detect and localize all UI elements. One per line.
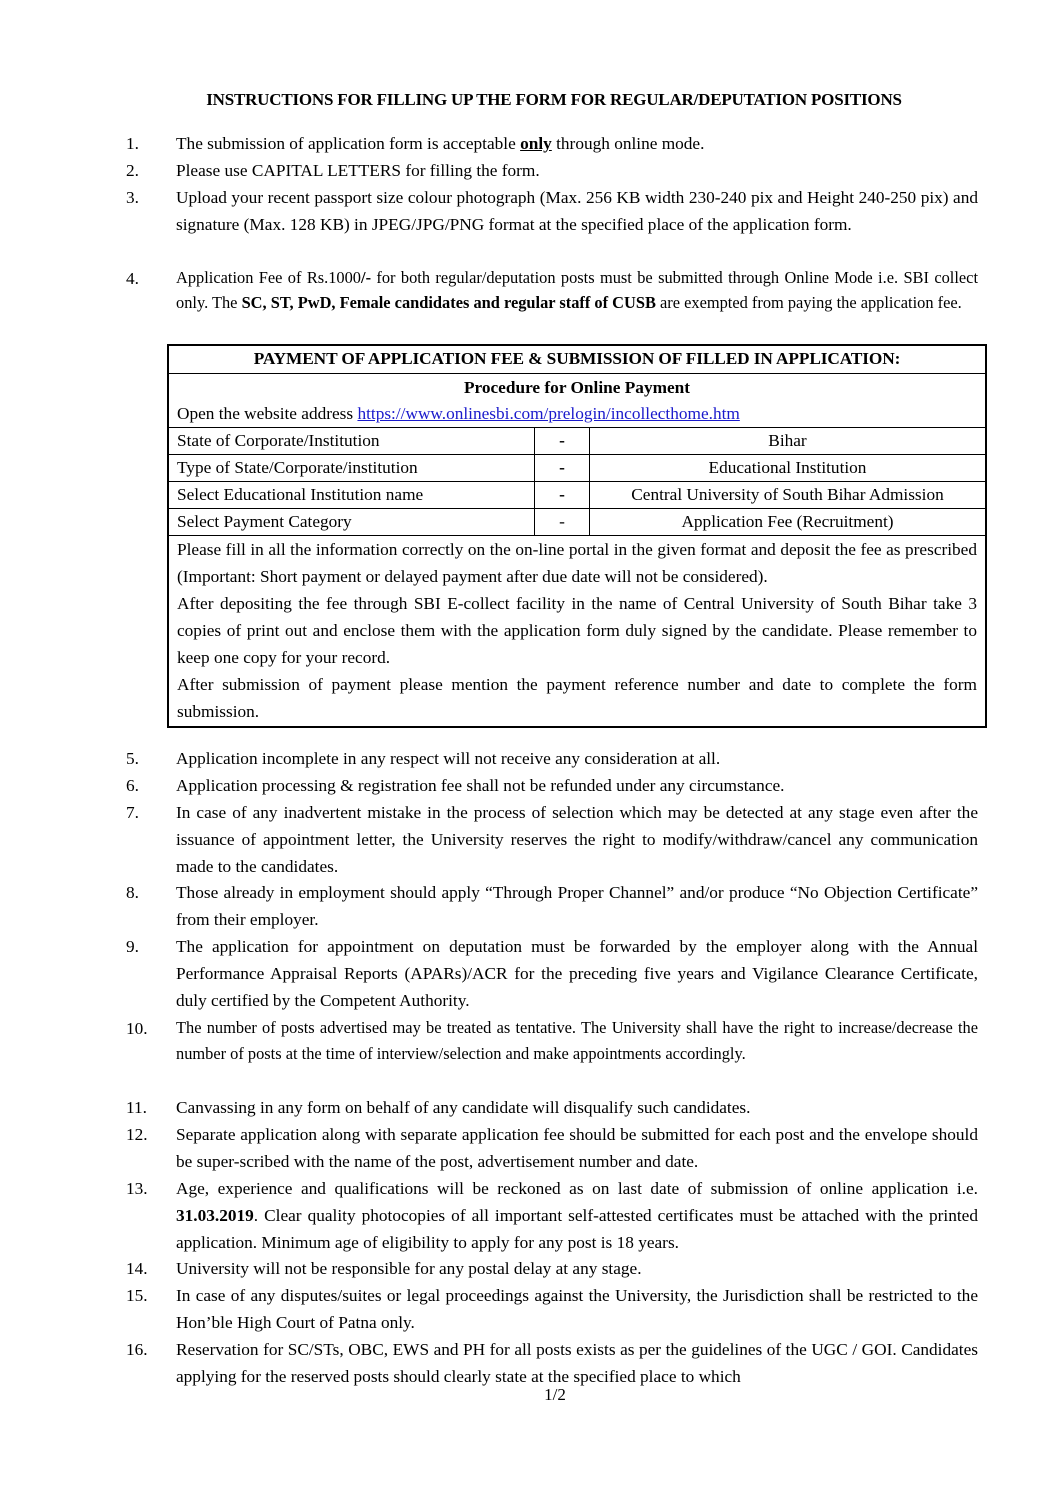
instruction-item-7 <box>126 799 978 880</box>
instruction-item-4 <box>126 265 978 315</box>
item-text: Application Fee of Rs.1000/- for both regular/deputation posts must be submitted through Online Mode i.e. SBI collect only. The SC, ST, PwD, Female candidates and regular staff of CUSB are exempted from paying the application fee. <box>176 268 978 312</box>
payment-heading: PAYMENT OF APPLICATION FEE & SUBMISSION OF FILLED IN APPLICATION: <box>169 346 985 374</box>
item-number: 8. <box>126 883 139 902</box>
instruction-item-11 <box>126 1094 978 1121</box>
item-text: Canvassing in any form on behalf of any candidate will disqualify such candidates. <box>176 1098 751 1117</box>
instruction-item-12 <box>126 1121 978 1175</box>
row-separator: - <box>535 455 590 482</box>
row-value: Educational Institution <box>590 455 986 482</box>
item-text: The application for appointment on deputation must be forwarded by the employer along with the Annual Performance Appraisal Reports (APARs)/ACR for the preceding five years and Vigilance Clearance Certificate, duly certified by the Competent Authority. <box>176 937 978 1010</box>
item-number: 15. <box>126 1286 148 1305</box>
item-number: 9. <box>126 937 139 956</box>
payment-instructions-3: After submission of payment please mention the payment reference number and date to complete the form submission. <box>177 675 977 721</box>
sbi-collect-link[interactable]: https://www.onlinesbi.com/prelogin/incollecthome.htm <box>357 404 740 423</box>
item-text: Age, experience and qualifications will be reckoned as on last date of submission of online application i.e. 31.03.2019. Clear quality photocopies of all important self-attested certificates must be attached with the printed application. Minimum age of eligibility to apply for any post is 18 years. <box>176 1179 978 1252</box>
payment-procedure-box <box>167 344 987 728</box>
item-text: In case of any inadvertent mistake in the process of selection which may be detected at any stage even after the issuance of appointment letter, the University reserves the right to modify/withdraw/cancel any communication made to the candidates. <box>176 803 978 876</box>
payment-instructions-2: After depositing the fee through SBI E-collect facility in the name of Central University of South Bihar take 3 copies of print out and enclose them with the application form duly signed by the candidate. Please remember to keep one copy for your record. <box>177 594 977 667</box>
instruction-item-1 <box>126 130 978 157</box>
document-title: INSTRUCTIONS FOR FILLING UP THE FORM FOR REGULAR/DEPUTATION POSITIONS <box>206 90 902 109</box>
row-value: Application Fee (Recruitment) <box>590 509 986 536</box>
instruction-item-3 <box>126 184 978 238</box>
item-number: 16. <box>126 1340 148 1359</box>
row-label: State of Corporate/Institution <box>169 428 535 455</box>
table-row <box>169 428 985 455</box>
payment-details-table <box>169 428 985 536</box>
item-number: 12. <box>126 1125 148 1144</box>
item-number: 2. <box>126 161 139 180</box>
row-separator: - <box>535 428 590 455</box>
item-text: In case of any disputes/suites or legal proceedings against the University, the Jurisdiction shall be restricted to the Hon’ble High Court of Patna only. <box>176 1286 978 1332</box>
item-text: Upload your recent passport size colour photograph (Max. 256 KB width 230-240 pix and Height 240-250 pix) and signature (Max. 128 KB) in JPEG/JPG/PNG format at the specified place of the application form. <box>176 188 978 234</box>
item-text: The submission of application form is acceptable only through online mode. <box>176 134 705 153</box>
item-text: Application incomplete in any respect will not receive any consideration at all. <box>176 749 721 768</box>
instruction-item-14 <box>126 1255 978 1282</box>
item-number: 14. <box>126 1259 148 1278</box>
instruction-item-15 <box>126 1282 978 1336</box>
row-label: Select Payment Category <box>169 509 535 536</box>
item-text: Application processing & registration fee shall not be refunded under any circumstance. <box>176 776 785 795</box>
table-row <box>169 482 985 509</box>
payment-instructions-1: Please fill in all the information correctly on the on-line portal in the given format and deposit the fee as prescribed (Important: Short payment or delayed payment after due date will not be considered). <box>177 540 977 586</box>
item-number: 4. <box>126 269 139 288</box>
page-number: 1/2 <box>544 1385 566 1404</box>
item-number: 1. <box>126 134 139 153</box>
table-row <box>169 509 985 536</box>
item-text: Separate application along with separate application fee should be submitted for each post and the envelope should be super-scribed with the name of the post, advertisement number and date. <box>176 1125 978 1171</box>
item-number: 11. <box>126 1098 147 1117</box>
procedure-heading: Procedure for Online Payment <box>463 378 691 397</box>
instruction-item-10 <box>126 1015 978 1067</box>
instruction-item-2 <box>126 157 978 184</box>
row-value: Bihar <box>590 428 986 455</box>
item-number: 10. <box>126 1019 148 1038</box>
row-value: Central University of South Bihar Admission <box>590 482 986 509</box>
item-number: 6. <box>126 776 139 795</box>
item-text: Reservation for SC/STs, OBC, EWS and PH for all posts exists as per the guidelines of the UGC / GOI. Candidates applying for the reserved posts should clearly state at the specified place to which <box>176 1340 978 1386</box>
table-row <box>169 455 985 482</box>
row-separator: - <box>535 509 590 536</box>
item-number: 3. <box>126 188 139 207</box>
row-label: Select Educational Institution name <box>169 482 535 509</box>
deadline-date: 31.03.2019 <box>176 1206 254 1225</box>
item-text: The number of posts advertised may be treated as tentative. The University shall have the right to increase/decrease the number of posts at the time of interview/selection and make appointments accordingly. <box>176 1018 978 1063</box>
instruction-item-8 <box>126 879 978 933</box>
emphasis-text: only <box>520 134 552 153</box>
instruction-item-5 <box>126 745 978 772</box>
row-separator: - <box>535 482 590 509</box>
item-number: 13. <box>126 1179 148 1198</box>
row-label: Type of State/Corporate/institution <box>169 455 535 482</box>
item-text: Please use CAPITAL LETTERS for filling the form. <box>176 161 540 180</box>
instruction-item-6 <box>126 772 978 799</box>
item-text: Those already in employment should apply “Through Proper Channel” and/or produce “No Objection Certificate” from their employer. <box>176 883 978 929</box>
instruction-item-13 <box>126 1175 978 1256</box>
item-text: University will not be responsible for any postal delay at any stage. <box>176 1259 642 1278</box>
item-number: 5. <box>126 749 139 768</box>
item-number: 7. <box>126 803 139 822</box>
website-line: Open the website address https://www.onlinesbi.com/prelogin/incollecthome.htm <box>169 401 985 428</box>
instruction-item-9 <box>126 933 978 1014</box>
